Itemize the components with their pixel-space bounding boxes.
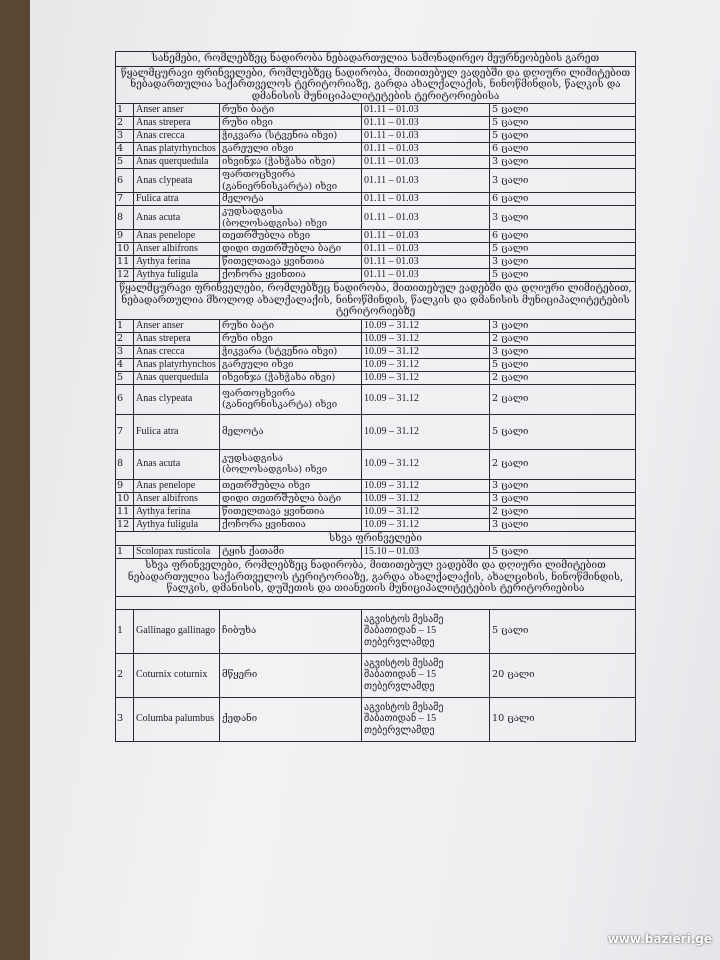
row-number: 4 [116,358,134,371]
latin-name: Anas acuta [134,206,220,230]
georgian-name: წითელთავა ყვინთია [220,256,362,269]
row-number: 1 [116,546,134,559]
daily-limit: 3 ცალი [490,206,636,230]
daily-limit: 6 ცალი [490,143,636,156]
latin-name: Fulica atra [134,414,220,449]
daily-limit: 3 ცალი [490,169,636,193]
row-number: 4 [116,143,134,156]
hunting-period: 10.09 – 31.12 [362,384,490,414]
georgian-name: მწყერი [220,653,362,697]
latin-name: Coturnix coturnix [134,653,220,697]
hunting-period: აგვისტოს მესამე შაბათიდან – 15 თებერვლამდე [362,653,490,697]
latin-name: Anas strepera [134,117,220,130]
hunting-period: 01.11 – 01.03 [362,143,490,156]
daily-limit: 3 ცალი [490,256,636,269]
row-number: 12 [116,269,134,282]
daily-limit: 20 ცალი [490,653,636,697]
table-row [116,206,636,230]
georgian-name: ქოჩორა ყვინთია [220,269,362,282]
latin-name: Anas platyrhynchos [134,358,220,371]
daily-limit: 3 ცალი [490,319,636,332]
table-row [116,345,636,358]
hunting-period: 10.09 – 31.12 [362,319,490,332]
georgian-name: ტყის ქათამი [220,546,362,559]
georgian-name: ჭიკვარა (სტვენია იხვი) [220,130,362,143]
georgian-name: რუხი ბატი [220,104,362,117]
georgian-name: იხვინჯა (ჭახჭახა იხვი) [220,371,362,384]
section-heading-1-row [116,66,636,104]
table-row [116,505,636,518]
hunting-period: აგვისტოს მესამე შაბათიდან – 15 თებერვლამდე [362,609,490,653]
latin-name: Fulica atra [134,193,220,206]
latin-name: Anas penelope [134,479,220,492]
hunting-period: 01.11 – 01.03 [362,230,490,243]
table-row [116,130,636,143]
document-title: სანემები, რომლებზეც ნადირობა ნებადართულია სამონადირეო მეურნეობების გარეთ [116,52,636,67]
document-title-row [116,52,636,67]
daily-limit: 10 ცალი [490,697,636,741]
latin-name: Aythya ferina [134,505,220,518]
georgian-name: მელოტა [220,414,362,449]
row-number: 2 [116,653,134,697]
latin-name: Anas querquedula [134,371,220,384]
row-number: 10 [116,243,134,256]
georgian-name: ჭიკვარა (სტვენია იხვი) [220,345,362,358]
table-row [116,319,636,332]
hunting-period: 10.09 – 31.12 [362,505,490,518]
row-number: 2 [116,332,134,345]
daily-limit: 5 ცალი [490,414,636,449]
table-row [116,479,636,492]
hunting-regulations-table [115,51,636,742]
georgian-name: ქედანი [220,697,362,741]
row-number: 11 [116,256,134,269]
georgian-name: ჩიბუხა [220,609,362,653]
georgian-name: რუხი ბატი [220,319,362,332]
georgian-name: ქოჩორა ყვინთია [220,518,362,531]
latin-name: Anas platyrhynchos [134,143,220,156]
daily-limit: 3 ცალი [490,156,636,169]
row-number: 8 [116,206,134,230]
hunting-period: აგვისტოს მესამე შაბათიდან – 15 თებერვლამდე [362,697,490,741]
hunting-period: 10.09 – 31.12 [362,492,490,505]
table-row [116,449,636,479]
hunting-period: 10.09 – 31.12 [362,518,490,531]
table-row [116,653,636,697]
section-heading-1: წყალმცურავი ფრინველები, რომლებზეც ნადირობა, მითითებულ ვადებში და დღიური ლიმიტებით ნებადართულია საქართველოს ტერიტორიაზე, გარდა ახალქალაქის, ნინოწმინდის, წალკის და დმანისის მუნიციპალიტეტების ტერიტორიებისა [116,66,636,104]
daily-limit: 6 ცალი [490,193,636,206]
hunting-period: 01.11 – 01.03 [362,269,490,282]
table-row [116,358,636,371]
georgian-name: კუდსადგისა (ბოლოსადგისა) იხვი [220,206,362,230]
section-heading-2-row [116,282,636,320]
georgian-name: გარეული იხვი [220,143,362,156]
row-number: 2 [116,117,134,130]
daily-limit: 2 ცალი [490,449,636,479]
table-row [116,104,636,117]
hunting-period: 01.11 – 01.03 [362,130,490,143]
table-row [116,193,636,206]
georgian-name: თეთრშუბლა იხვი [220,230,362,243]
daily-limit: 6 ცალი [490,230,636,243]
section-heading-3: სხვა ფრინველები [116,531,636,546]
daily-limit: 5 ცალი [490,269,636,282]
georgian-name: ფართოცხვირა (განიერნისკარტა) იხვი [220,169,362,193]
hunting-period: 01.11 – 01.03 [362,256,490,269]
daily-limit: 5 ცალი [490,358,636,371]
latin-name: Anas strepera [134,332,220,345]
row-number: 7 [116,193,134,206]
hunting-period: 10.09 – 31.12 [362,332,490,345]
row-number: 9 [116,230,134,243]
georgian-name: რუხი იხვი [220,117,362,130]
row-number: 11 [116,505,134,518]
table-row [116,156,636,169]
georgian-name: კუდსადგისა (ბოლოსადგისა) იხვი [220,449,362,479]
latin-name: Anas clypeata [134,384,220,414]
table-row [116,169,636,193]
latin-name: Anas penelope [134,230,220,243]
hunting-period: 01.11 – 01.03 [362,243,490,256]
georgian-name: დიდი თეთრშუბლა ბატი [220,243,362,256]
hunting-period: 10.09 – 31.12 [362,345,490,358]
spacer-row [116,596,636,609]
daily-limit: 2 ცალი [490,332,636,345]
table-row [116,609,636,653]
georgian-name: თეთრშუბლა იხვი [220,479,362,492]
daily-limit: 3 ცალი [490,492,636,505]
latin-name: Anas crecca [134,130,220,143]
row-number: 10 [116,492,134,505]
hunting-period: 01.11 – 01.03 [362,117,490,130]
daily-limit: 5 ცალი [490,546,636,559]
table-row [116,243,636,256]
latin-name: Scolopax rusticola [134,546,220,559]
latin-name: Aythya fuligula [134,518,220,531]
daily-limit: 5 ცალი [490,130,636,143]
row-number: 9 [116,479,134,492]
latin-name: Anas acuta [134,449,220,479]
georgian-name: იხვინჯა (ჭახჭახა იხვი) [220,156,362,169]
hunting-period: 10.09 – 31.12 [362,449,490,479]
latin-name: Anas clypeata [134,169,220,193]
row-number: 6 [116,169,134,193]
georgian-name: რუხი იხვი [220,332,362,345]
georgian-name: ფართოცხვირა (განიერნისკარტა) იხვი [220,384,362,414]
section-heading-3-row [116,531,636,546]
row-number: 12 [116,518,134,531]
row-number: 5 [116,156,134,169]
latin-name: Gallinago gallinago [134,609,220,653]
row-number: 7 [116,414,134,449]
latin-name: Anser anser [134,104,220,117]
latin-name: Aythya fuligula [134,269,220,282]
row-number: 1 [116,319,134,332]
georgian-name: მელოტა [220,193,362,206]
section-heading-4-row [116,559,636,597]
table-row [116,230,636,243]
row-number: 3 [116,130,134,143]
daily-limit: 2 ცალი [490,384,636,414]
daily-limit: 3 ცალი [490,479,636,492]
latin-name: Anas querquedula [134,156,220,169]
hunting-period: 01.11 – 01.03 [362,169,490,193]
hunting-period: 15.10 – 01.03 [362,546,490,559]
hunting-period: 01.11 – 01.03 [362,206,490,230]
hunting-period: 01.11 – 01.03 [362,156,490,169]
row-number: 1 [116,609,134,653]
section-heading-2: წყალმცურავი ფრინველები, რომლებზეც ნადირობა, მითითებულ ვადებში და დღიური ლიმიტებით, ნებადართულია მხოლოდ ახალქალაქის, ნინოწმინდის, წალკის და დმანისის მუნიციპალიტეტების ტერიტორიებზე [116,282,636,320]
daily-limit: 3 ცალი [490,345,636,358]
table-row [116,697,636,741]
table-row [116,269,636,282]
georgian-name: გარეული იხვი [220,358,362,371]
georgian-name: დიდი თეთრშუბლა ბატი [220,492,362,505]
table-row [116,384,636,414]
daily-limit: 5 ცალი [490,609,636,653]
hunting-period: 01.11 – 01.03 [362,104,490,117]
table-row [116,256,636,269]
row-number: 5 [116,371,134,384]
row-number: 1 [116,104,134,117]
daily-limit: 2 ცალი [490,371,636,384]
section-heading-4: სხვა ფრინველები, რომლებზეც ნადირობა, მითითებულ ვადებში და დღიური ლიმიტებით ნებადართულია საქართველოს ტერიტორიაზე, გარდა ახალქალაქის, ახალციხის, ნინოწმინდის, წალკის, დმანისის, დუშეთის და თიანეთის მუნიციპალიტეტების ტერიტორიებისა [116,559,636,597]
row-number: 3 [116,697,134,741]
hunting-period: 10.09 – 31.12 [362,371,490,384]
hunting-period: 10.09 – 31.12 [362,358,490,371]
table-row [116,332,636,345]
hunting-period: 10.09 – 31.12 [362,479,490,492]
table-row [116,492,636,505]
table-row [116,518,636,531]
daily-limit: 2 ცალი [490,505,636,518]
row-number: 8 [116,449,134,479]
latin-name: Columba palumbus [134,697,220,741]
latin-name: Anser anser [134,319,220,332]
site-watermark: www.bazieri.ge [607,932,712,946]
daily-limit: 3 ცალი [490,518,636,531]
daily-limit: 5 ცალი [490,117,636,130]
latin-name: Aythya ferina [134,256,220,269]
georgian-name: წითელთავა ყვინთია [220,505,362,518]
table-row [116,117,636,130]
table-row [116,371,636,384]
table-row [116,414,636,449]
latin-name: Anser albifrons [134,492,220,505]
hunting-period: 01.11 – 01.03 [362,193,490,206]
row-number: 6 [116,384,134,414]
table-row [116,143,636,156]
daily-limit: 5 ცალი [490,243,636,256]
table-row [116,546,636,559]
hunting-period: 10.09 – 31.12 [362,414,490,449]
daily-limit: 5 ცალი [490,104,636,117]
row-number: 3 [116,345,134,358]
latin-name: Anas crecca [134,345,220,358]
latin-name: Anser albifrons [134,243,220,256]
